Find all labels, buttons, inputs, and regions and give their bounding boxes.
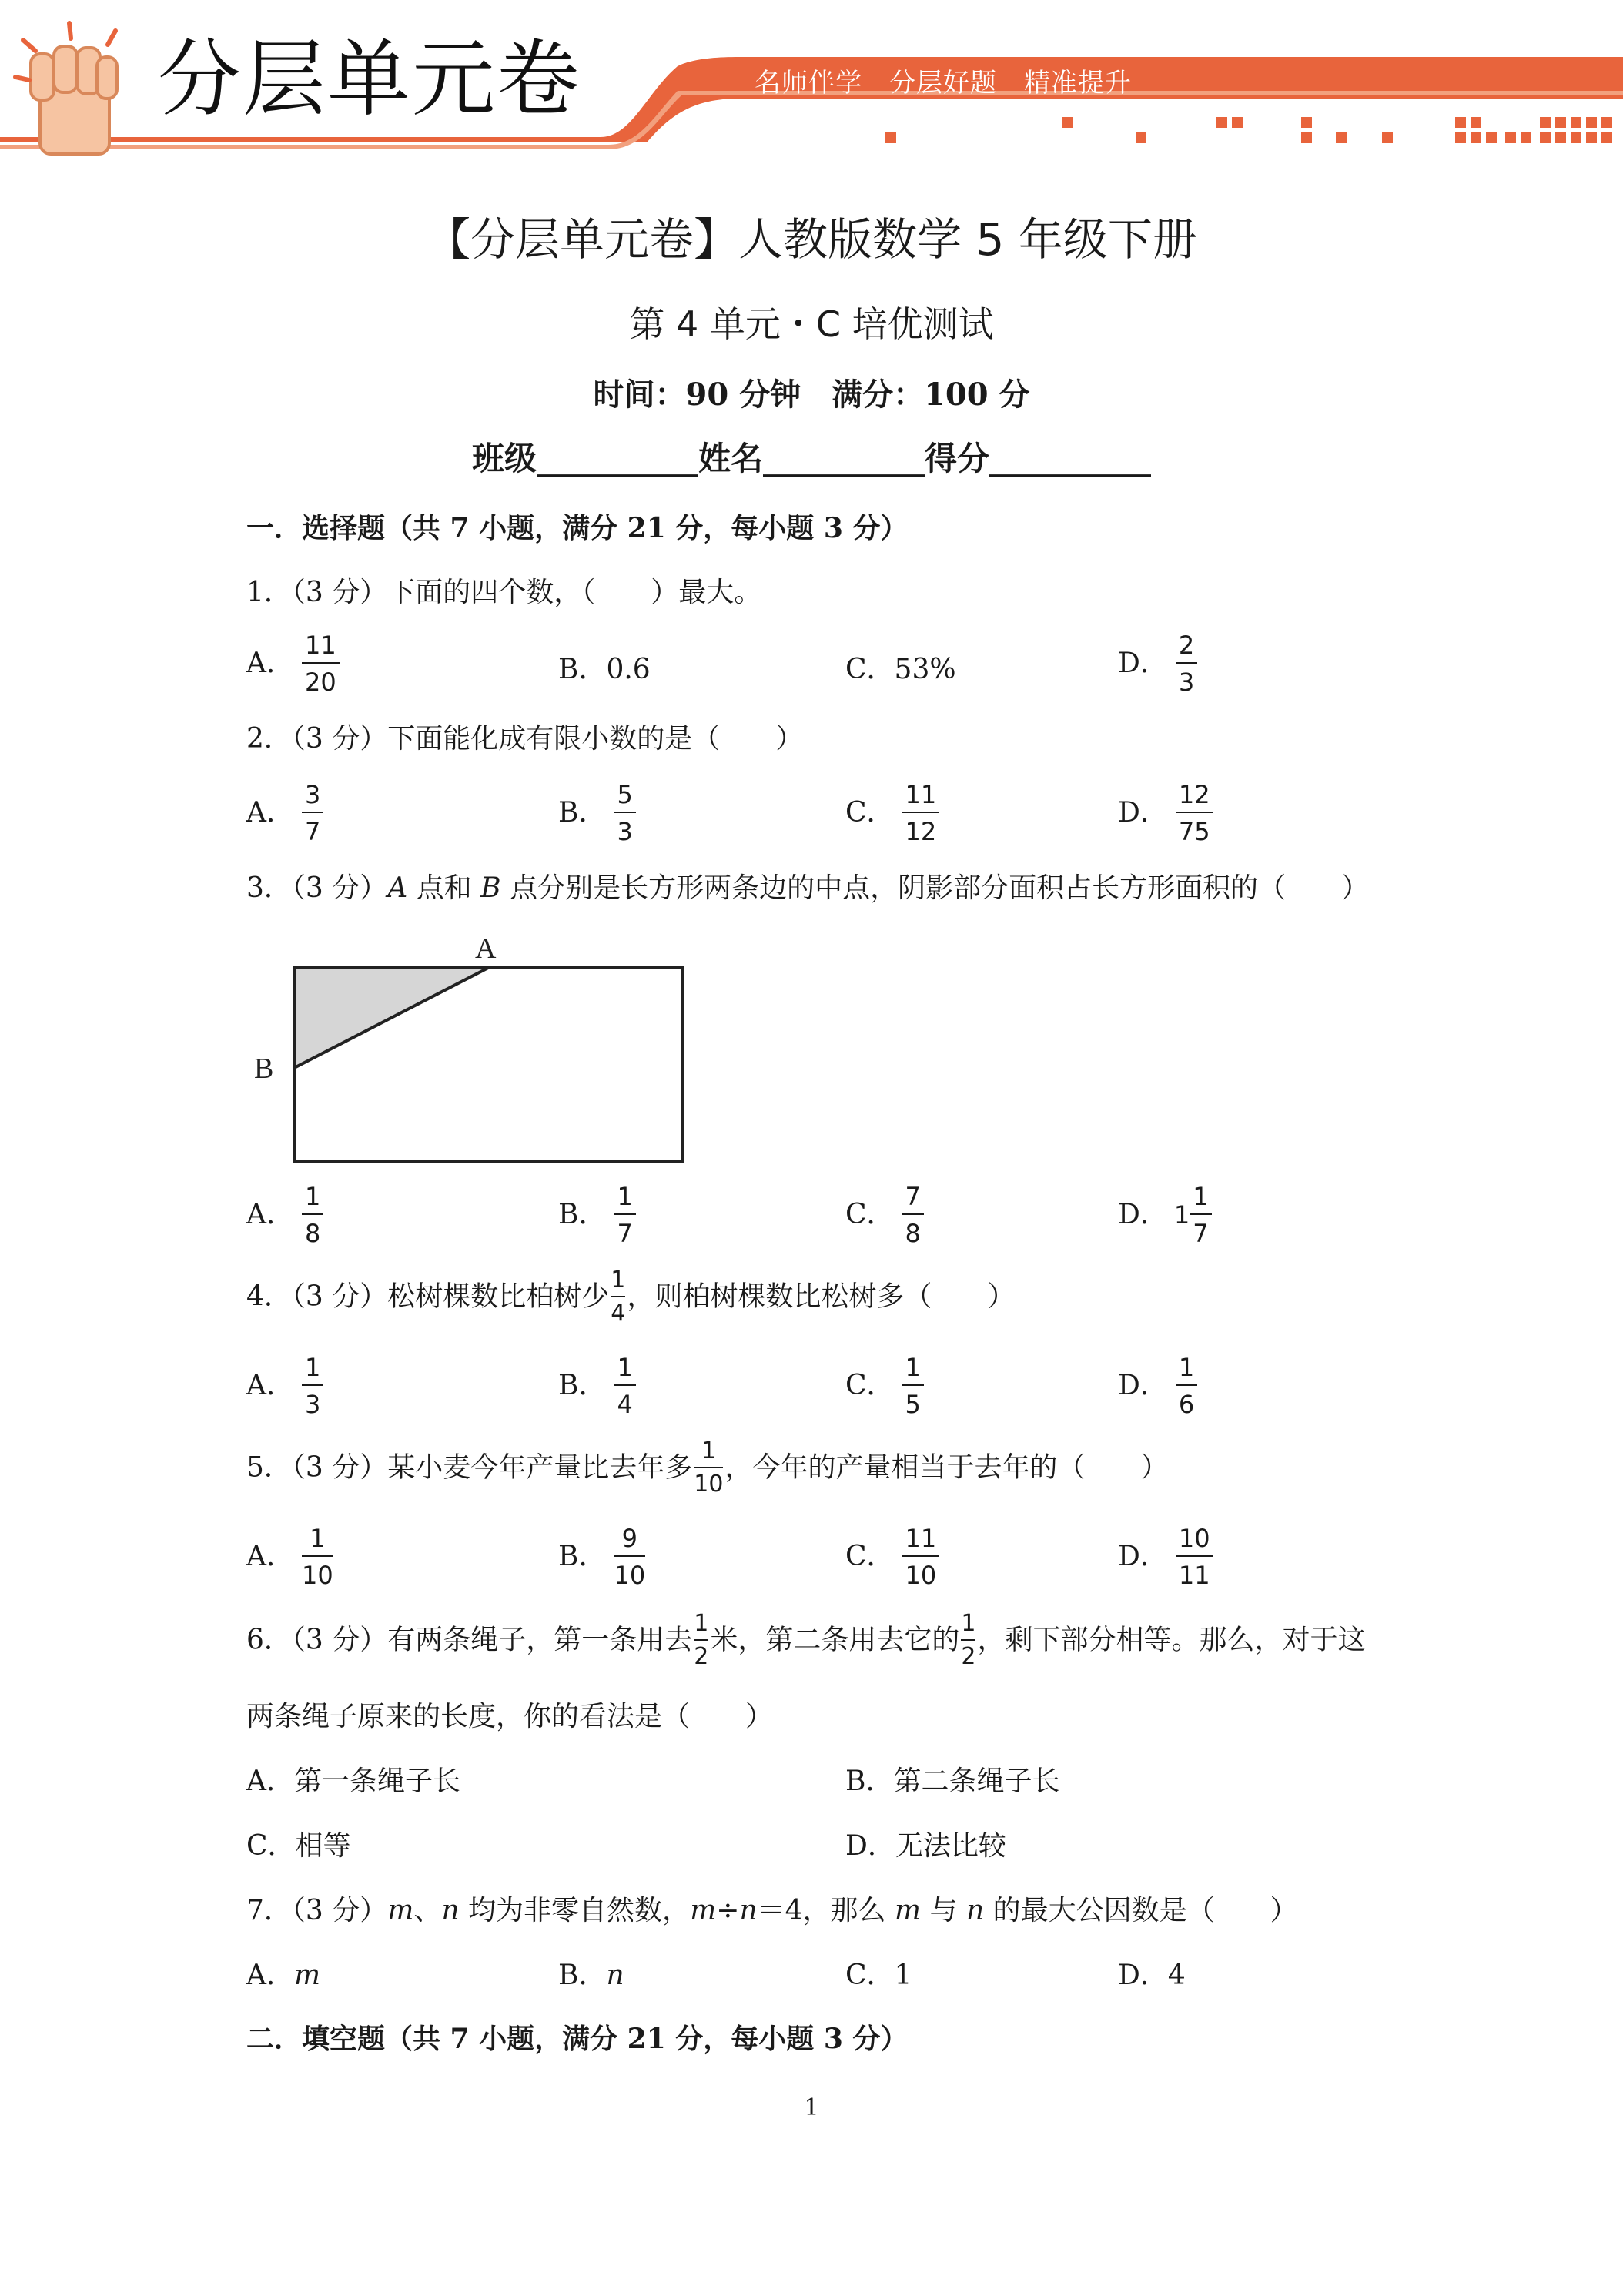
q5-option-a[interactable] [246, 1526, 333, 1588]
variable-m: m [690, 1895, 717, 1926]
header-slogan: 名师伴学 分层好题 精准提升 [755, 68, 1132, 99]
option-label: A． [246, 797, 294, 828]
q5-option-c[interactable] [845, 1526, 939, 1588]
inline-fraction: $\frac{1}{10}$ [694, 1438, 724, 1498]
q7-option-c[interactable]: C．1 [845, 1960, 912, 1991]
page-title: 【分层单元卷】人教版数学 5 年级下册 [426, 213, 1197, 266]
page-number: 1 [804, 2094, 819, 2121]
fraction: $\frac{11}{12}$ [902, 782, 940, 844]
stem-text: ＝4，那么 [757, 1895, 895, 1926]
fraction: $\frac{11}{10}$ [902, 1526, 940, 1588]
section-heading: 一．选择题（共 7 小题，满分 21 分，每小题 3 分） [246, 512, 909, 544]
brand-logo-text: 分层单元卷 [158, 32, 582, 128]
fraction: $\frac{10}{11}$ [1176, 1526, 1213, 1588]
shaded-triangle [294, 967, 490, 1068]
q7-option-d[interactable]: D．4 [1118, 1960, 1186, 1991]
inline-fraction: $\frac{1}{2}$ [694, 1610, 709, 1670]
question-7-stem [246, 1897, 1298, 1925]
option-label: B． [558, 1370, 607, 1401]
fist-icon [15, 23, 117, 154]
stem-text: 均为非零自然数， [459, 1895, 691, 1926]
inline-fraction: $\frac{1}{4}$ [611, 1267, 626, 1327]
rectangle-figure [246, 924, 693, 1178]
q4-option-d[interactable] [1118, 1355, 1197, 1417]
variable-m: m [294, 1960, 321, 1991]
mixed-number-whole: 1 [1173, 1200, 1190, 1230]
q5-option-d[interactable] [1118, 1526, 1213, 1588]
q6-option-d[interactable]: D．无法比较 [845, 1830, 1006, 1862]
question-5-stem [246, 1440, 1168, 1496]
option-label: A． [246, 1541, 294, 1572]
stem-text: 点分别是长方形两条边的中点，阴影部分面积占长方形面积的（ ） [500, 872, 1370, 904]
q7-option-b[interactable] [558, 1962, 624, 1990]
variable-b: B [480, 872, 501, 904]
variable-n: n [606, 1960, 624, 1991]
student-info-fields: 班级__________姓名__________得分__________ [471, 440, 1151, 477]
q3-option-d[interactable] [1118, 1184, 1212, 1246]
stem-text: ，今年的产量相当于去年的（ ） [724, 1451, 1169, 1484]
q6-option-a[interactable]: A．第一条绳子长 [246, 1766, 460, 1797]
exam-meta: 时间：90 分钟 满分：100 分 [593, 377, 1030, 413]
fraction: $\frac{1}{8}$ [302, 1184, 323, 1246]
point-a-label: A [475, 932, 497, 965]
option-label: C． [845, 797, 895, 828]
stem-text: 点和 [407, 872, 481, 904]
variable-a: A [387, 872, 408, 904]
question-6-stem-line2: 两条绳子原来的长度，你的看法是（ ） [246, 1701, 774, 1732]
stem-text: 6．（3 分）有两条绳子，第一条用去 [246, 1624, 693, 1656]
fraction: $\frac{1}{7}$ [1190, 1184, 1211, 1246]
fraction: $\frac{11}{20}$ [302, 633, 340, 694]
option-label: A． [246, 1199, 294, 1230]
question-2-stem: 2．（3 分）下面能化成有限小数的是（ ） [246, 723, 804, 755]
q1-option-c[interactable]: C．53% [845, 654, 956, 685]
variable-m: m [387, 1895, 414, 1926]
option-label: B． [558, 1960, 607, 1991]
stem-text: 、 [413, 1895, 442, 1926]
q1-option-a[interactable] [246, 631, 340, 697]
fraction: $\frac{7}{8}$ [902, 1184, 924, 1246]
option-label: D． [1118, 1370, 1168, 1401]
stem-text: 7．（3 分） [246, 1895, 388, 1926]
fraction: $\frac{1}{3}$ [302, 1355, 323, 1417]
q1-option-d[interactable] [1118, 631, 1197, 697]
page-subtitle: 第 4 单元・C 培优测试 [629, 303, 994, 345]
variable-m: m [894, 1895, 922, 1926]
fraction: $\frac{9}{10}$ [614, 1524, 646, 1590]
option-label: B． [558, 1541, 607, 1572]
q2-option-b[interactable] [558, 782, 636, 844]
inline-fraction: $\frac{1}{2}$ [961, 1610, 976, 1670]
variable-n: n [965, 1895, 985, 1926]
q6-option-c[interactable]: C．相等 [246, 1830, 351, 1862]
fraction: $\frac{1}{10}$ [302, 1524, 333, 1590]
option-label: C． [845, 1199, 895, 1230]
fraction: $\frac{3}{7}$ [302, 782, 323, 844]
point-b-label: B [254, 1053, 274, 1085]
q3-option-b[interactable] [558, 1184, 636, 1246]
q1-option-b[interactable]: B．0.6 [558, 654, 651, 685]
fraction: $\frac{1}{4}$ [614, 1355, 635, 1417]
q3-option-c[interactable] [845, 1184, 924, 1246]
q6-option-b[interactable]: B．第二条绳子长 [845, 1766, 1060, 1797]
q4-option-b[interactable] [558, 1355, 636, 1417]
q2-option-d[interactable] [1118, 782, 1213, 844]
question-1-stem: 1．（3 分）下面的四个数，（ ）最大。 [246, 577, 762, 608]
q4-option-a[interactable] [246, 1355, 323, 1417]
question-3-stem [246, 872, 1370, 904]
question-6-stem [246, 1612, 1365, 1668]
rectangle-diagram [246, 924, 693, 1178]
option-label: C． [845, 1541, 895, 1572]
option-label: A． [246, 1370, 294, 1401]
stem-text: 3．（3 分） [246, 872, 388, 904]
stem-text: 5．（3 分）某小麦今年产量比去年多 [246, 1451, 693, 1484]
fraction: $\frac{1}{6}$ [1176, 1355, 1197, 1417]
option-label: D． [1118, 1199, 1168, 1230]
stem-text: 的最大公因数是（ ） [984, 1895, 1298, 1926]
option-label: A． [246, 1960, 294, 1991]
option-label: B． [558, 797, 607, 828]
q4-option-c[interactable] [845, 1355, 924, 1417]
stem-text: 米，第二条用去它的 [710, 1624, 960, 1656]
option-label: C． [845, 1370, 895, 1401]
stem-text: ÷ [716, 1895, 740, 1926]
q2-option-c[interactable] [845, 782, 939, 844]
option-label: D． [1118, 1541, 1168, 1572]
stem-text: 与 [921, 1895, 966, 1926]
variable-n: n [441, 1895, 460, 1926]
variable-n: n [739, 1895, 758, 1926]
question-4-stem [246, 1269, 1015, 1325]
option-label: D． [1118, 648, 1168, 679]
q3-option-a[interactable] [246, 1184, 323, 1246]
option-label: D． [1118, 797, 1168, 828]
q2-option-a[interactable] [246, 782, 323, 844]
decorative-squares [885, 117, 1612, 143]
header-banner [0, 0, 1623, 169]
fraction: $\frac{12}{75}$ [1176, 782, 1213, 844]
fraction: $\frac{1}{7}$ [614, 1184, 635, 1246]
fraction: $\frac{5}{3}$ [614, 782, 635, 844]
fraction: $\frac{2}{3}$ [1176, 633, 1197, 694]
stem-text: ，剩下部分相等。那么，对于这 [977, 1624, 1366, 1656]
stem-text: ，则柏树棵数比松树多（ ） [627, 1280, 1016, 1313]
option-label: A． [246, 648, 294, 679]
q7-option-a[interactable] [246, 1962, 320, 1990]
fraction: $\frac{1}{5}$ [902, 1355, 924, 1417]
section-heading-2: 二．填空题（共 7 小题，满分 21 分，每小题 3 分） [246, 2023, 909, 2055]
q5-option-b[interactable] [558, 1526, 645, 1588]
option-label: B． [558, 1199, 607, 1230]
stem-text: 4．（3 分）松树棵数比柏树少 [246, 1280, 610, 1313]
